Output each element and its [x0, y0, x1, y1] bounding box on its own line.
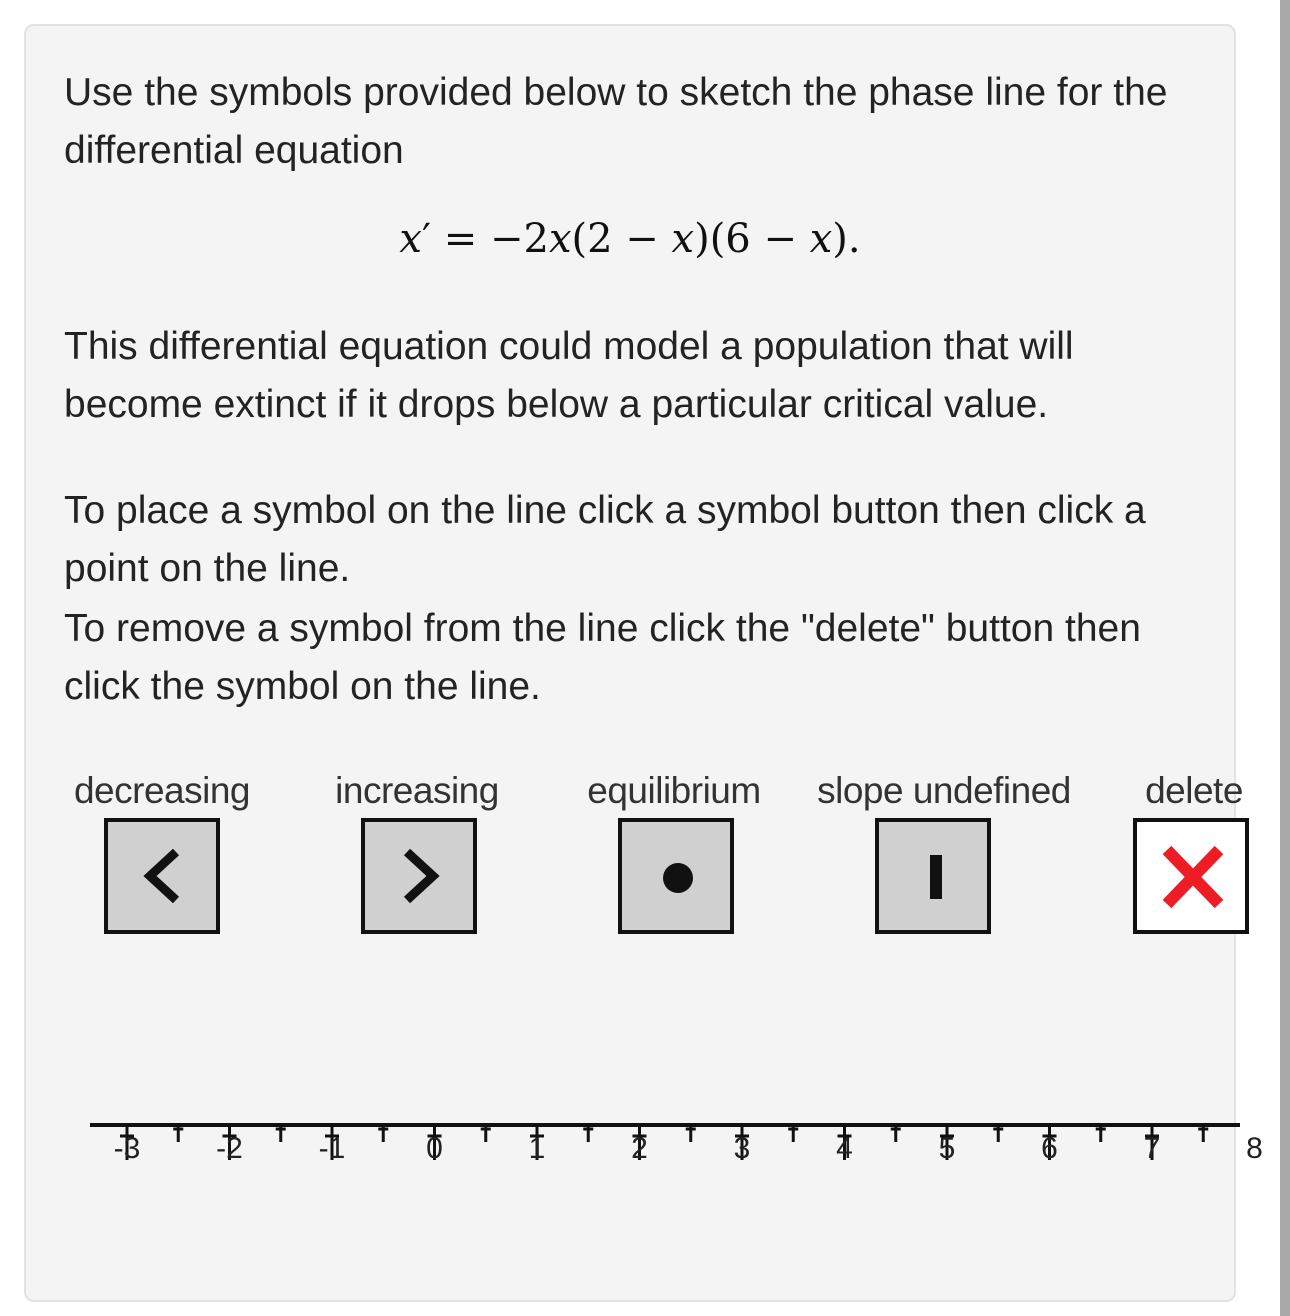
- increasing-label: increasing: [335, 770, 499, 811]
- remove-help-text: To remove a symbol from the line click the "delete" button then click the symbol on the line.: [64, 607, 1141, 708]
- tick-label: 6: [1041, 1132, 1058, 1165]
- slope-undefined-label: slope undefined: [817, 770, 1071, 811]
- tick-label: 4: [836, 1132, 853, 1165]
- model-note-text: This differential equation could model a population that will become extinct if it drops below a particular critical value.: [64, 325, 1074, 426]
- dot-icon: [622, 822, 730, 930]
- red-x-icon: [1137, 822, 1245, 930]
- slope-undefined-button[interactable]: [875, 818, 991, 934]
- equation-part: = −2: [443, 216, 549, 262]
- tick-label: -2: [216, 1132, 243, 1165]
- tick-label: 3: [733, 1132, 751, 1165]
- equation-var: x: [809, 216, 833, 262]
- decreasing-button[interactable]: [104, 818, 220, 934]
- intro-text: Use the symbols provided below to sketch the phase line for the differential equation: [64, 71, 1168, 172]
- tick-label: 5: [938, 1132, 956, 1165]
- equation-part: ).: [832, 216, 861, 262]
- equation-prime: ′: [421, 216, 432, 262]
- tick-label: 7: [1143, 1132, 1161, 1165]
- equation-var: x: [548, 216, 572, 262]
- decreasing-label: decreasing: [73, 770, 250, 811]
- vertical-bar-icon: [879, 822, 987, 930]
- tick-label: 1: [528, 1132, 546, 1165]
- right-arrow-icon: [365, 822, 473, 930]
- tick-label: 8: [1246, 1132, 1263, 1165]
- place-help-text: To place a symbol on the line click a symbol button then click a point on the line.: [64, 489, 1146, 590]
- increasing-button[interactable]: [361, 818, 477, 934]
- tick-label: 0: [426, 1132, 443, 1165]
- equation-part: )(6 −: [694, 216, 810, 262]
- delete-button[interactable]: [1133, 818, 1249, 934]
- delete-label: delete: [1145, 770, 1243, 811]
- tick-label: 2: [631, 1132, 648, 1165]
- equation-part: (2 −: [571, 216, 672, 262]
- scrollbar[interactable]: [1280, 0, 1290, 1316]
- differential-equation: [26, 216, 1234, 262]
- left-arrow-icon: [108, 822, 216, 930]
- equation-lhs: x: [399, 216, 422, 262]
- tick-label: -3: [113, 1132, 141, 1165]
- equation-var: x: [671, 216, 695, 262]
- tick-label: -1: [318, 1132, 346, 1165]
- equilibrium-label: equilibrium: [587, 770, 761, 811]
- equilibrium-button[interactable]: [618, 818, 734, 934]
